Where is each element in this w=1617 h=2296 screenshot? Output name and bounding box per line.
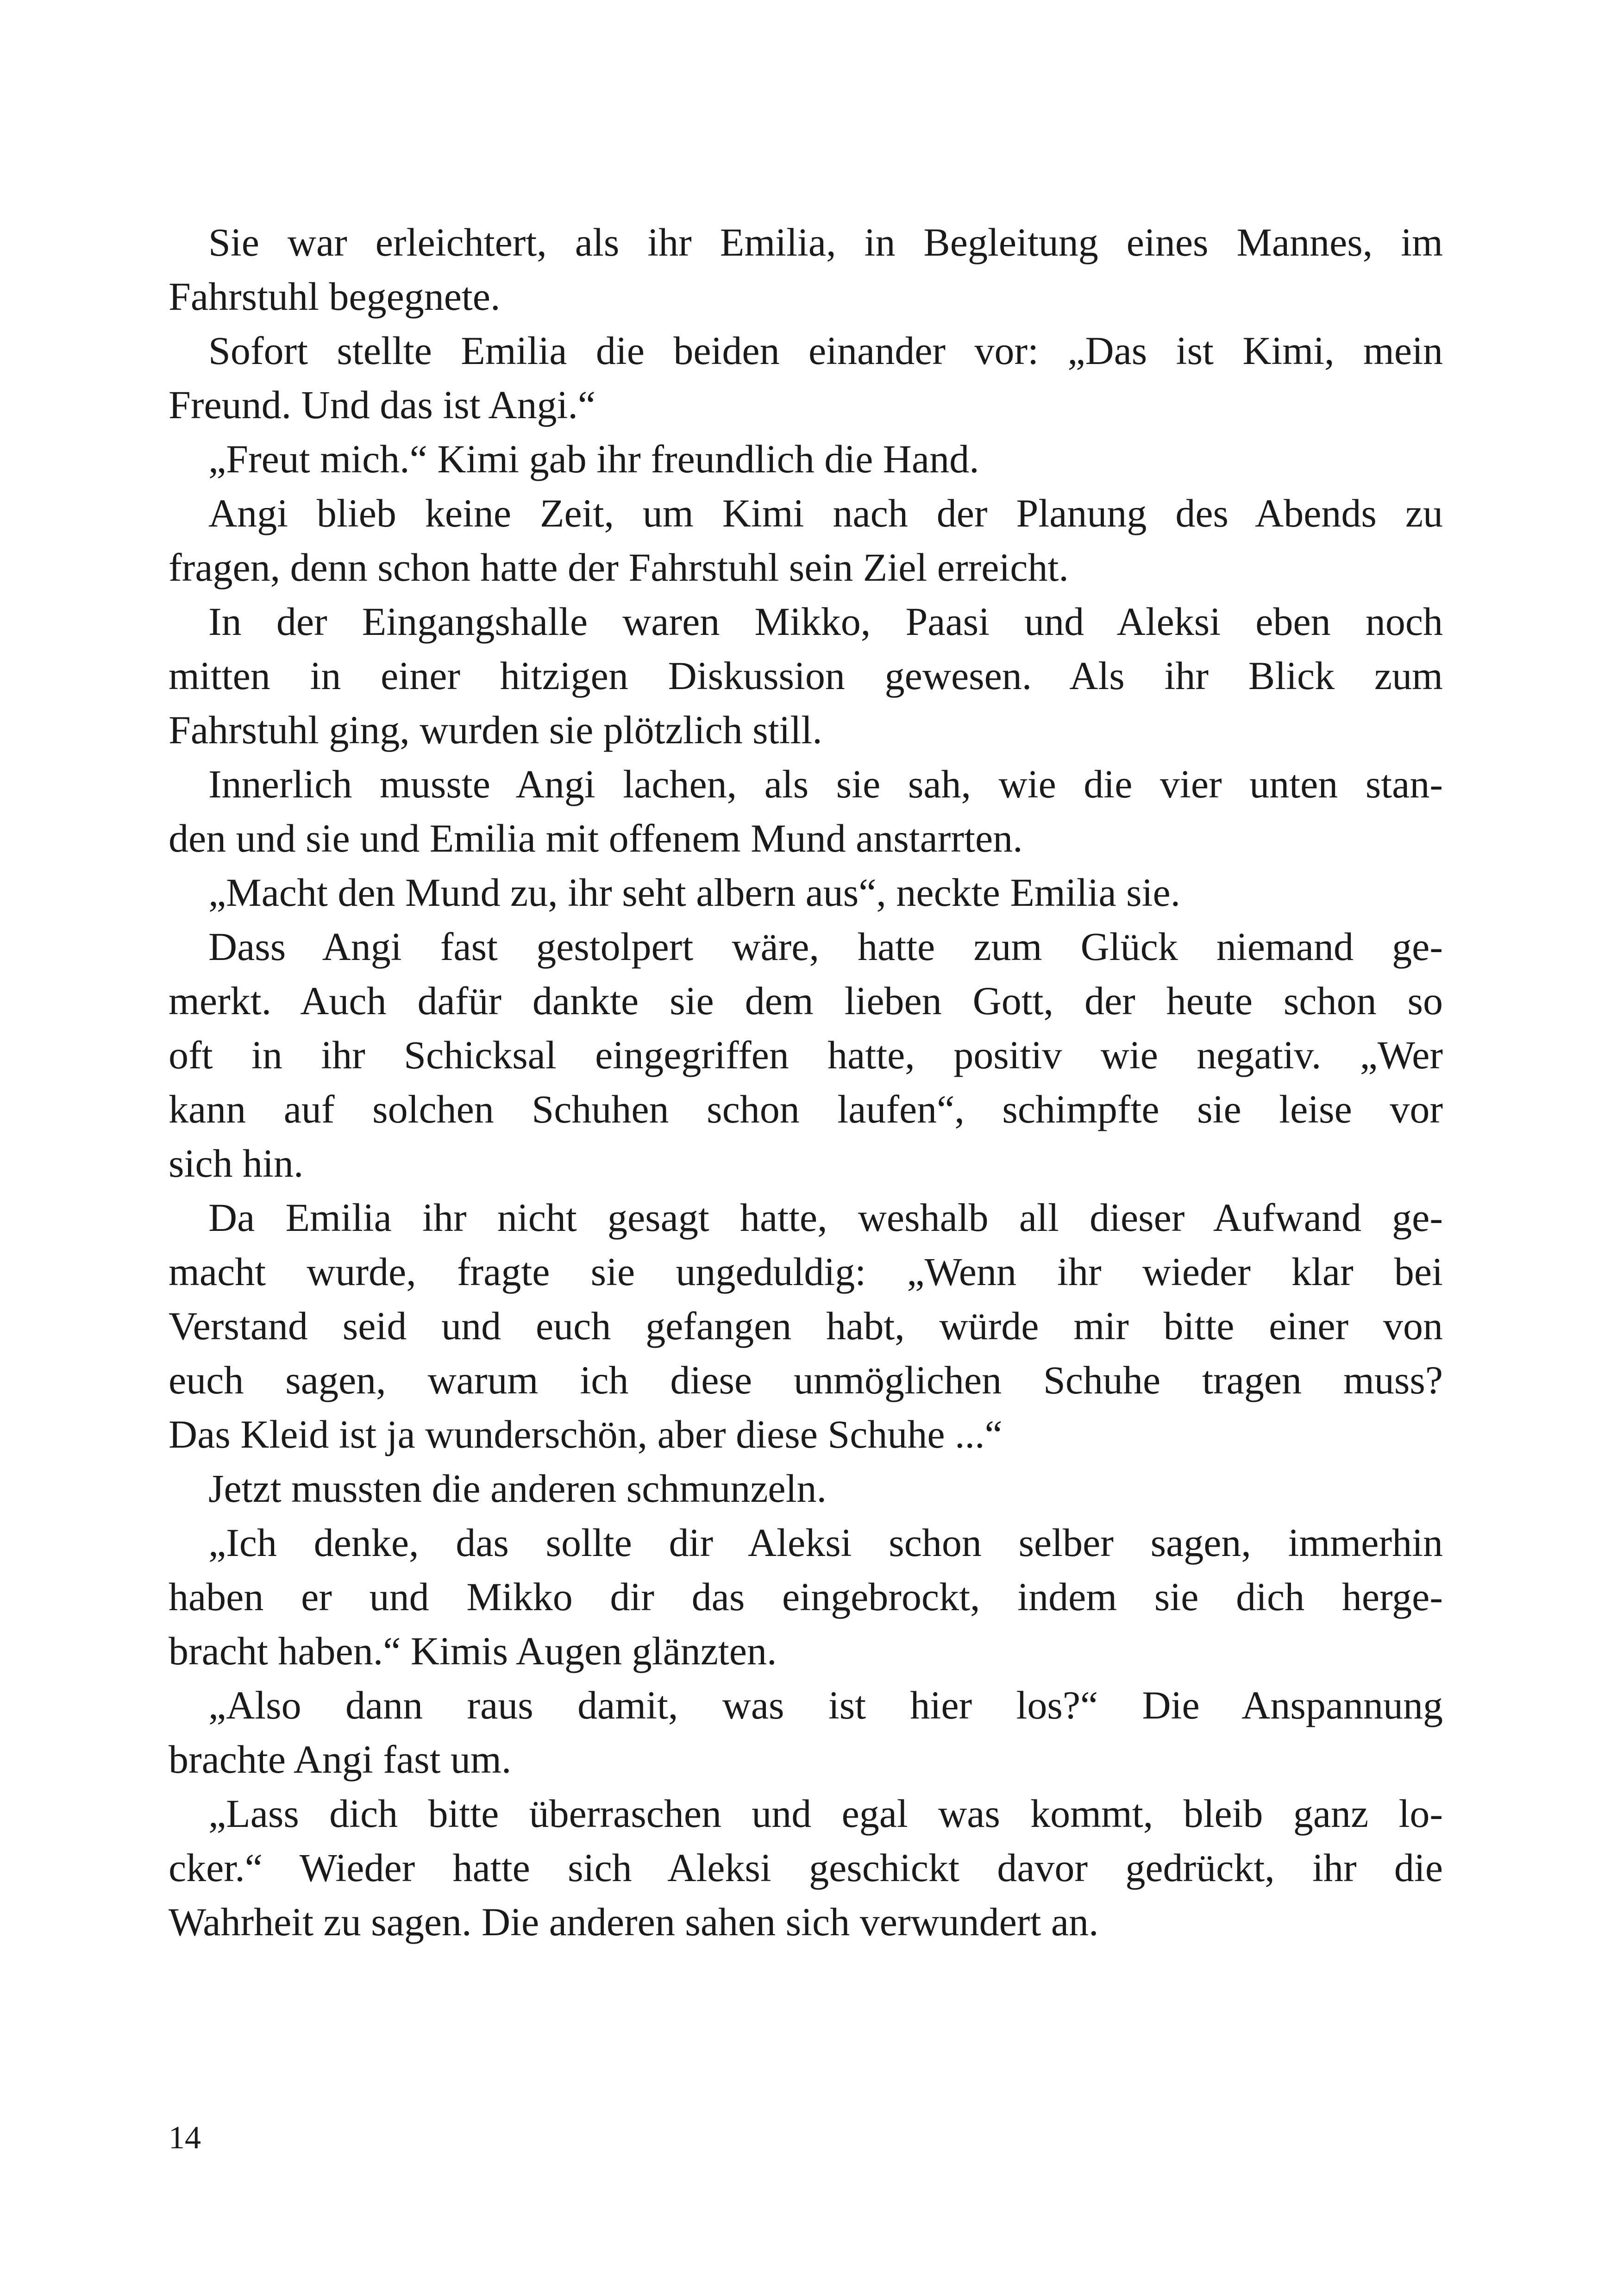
text-line: den und sie und Emilia mit offenem Mund anstarrten. (169, 816, 1023, 860)
text-line: Dass Angi fast gestolpert wäre, hatte zum Glück niemand ge- (208, 924, 1443, 969)
text-line: Verstand seid und euch gefangen habt, würde mir bitte einer von (169, 1304, 1443, 1348)
text-line: bracht haben.“ Kimis Augen glänzten. (169, 1629, 777, 1673)
text-line: Da Emilia ihr nicht gesagt hatte, weshalb all dieser Aufwand ge- (208, 1195, 1443, 1240)
text-line: macht wurde, fragte sie ungeduldig: „Wenn ihr wieder klar bei (169, 1249, 1443, 1294)
text-line: fragen, denn schon hatte der Fahrstuhl sein Ziel erreicht. (169, 545, 1069, 590)
text-line: Sofort stellte Emilia die beiden einander vor: „Das ist Kimi, mein (208, 328, 1443, 373)
text-line: brachte Angi fast um. (169, 1737, 512, 1782)
text-line: „Freut mich.“ Kimi gab ihr freundlich die Hand. (208, 437, 979, 481)
text-line: oft in ihr Schicksal eingegriffen hatte, positiv wie negativ. „Wer (169, 1033, 1443, 1077)
text-line: euch sagen, warum ich diese unmöglichen Schuhe tragen muss? (169, 1358, 1443, 1402)
text-line: „Also dann raus damit, was ist hier los?“ Die Anspannung (208, 1683, 1443, 1727)
text-line: „Macht den Mund zu, ihr seht albern aus“, neckte Emilia sie. (208, 870, 1181, 915)
text-line: merkt. Auch dafür dankte sie dem lieben Gott, der heute schon so (169, 979, 1443, 1023)
page-number: 14 (169, 2120, 201, 2156)
text-line: Das Kleid ist ja wunderschön, aber diese Schuhe ...“ (169, 1412, 1003, 1456)
text-line: Angi blieb keine Zeit, um Kimi nach der Planung des Abends zu (208, 491, 1443, 535)
text-line: kann auf solchen Schuhen schon laufen“, schimpfte sie leise vor (169, 1087, 1443, 1131)
text-line: sich hin. (169, 1141, 304, 1186)
text-line: „Ich denke, das sollte dir Aleksi schon selber sagen, immerhin (208, 1520, 1443, 1565)
text-line: Jetzt mussten die anderen schmunzeln. (208, 1466, 827, 1511)
text-line: Fahrstuhl begegnete. (169, 274, 501, 319)
text-line: Wahrheit zu sagen. Die anderen sahen sich verwundert an. (169, 1900, 1099, 1944)
body-text (169, 215, 1443, 1949)
text-line: Sie war erleichtert, als ihr Emilia, in Begleitung eines Mannes, im (208, 220, 1443, 264)
text-line: mitten in einer hitzigen Diskussion gewesen. Als ihr Blick zum (169, 653, 1443, 698)
text-line: „Lass dich bitte überraschen und egal was kommt, bleib ganz lo- (208, 1791, 1443, 1836)
text-line: Innerlich musste Angi lachen, als sie sah, wie die vier unten stan- (208, 762, 1443, 806)
text-line: haben er und Mikko dir das eingebrockt, indem sie dich herge- (169, 1575, 1443, 1619)
text-line: In der Eingangshalle waren Mikko, Paasi und Aleksi eben noch (208, 599, 1443, 644)
text-line: Freund. Und das ist Angi.“ (169, 383, 596, 427)
text-line: cker.“ Wieder hatte sich Aleksi geschickt davor gedrückt, ihr die (169, 1845, 1443, 1890)
text-line: Fahrstuhl ging, wurden sie plötzlich still. (169, 708, 822, 752)
